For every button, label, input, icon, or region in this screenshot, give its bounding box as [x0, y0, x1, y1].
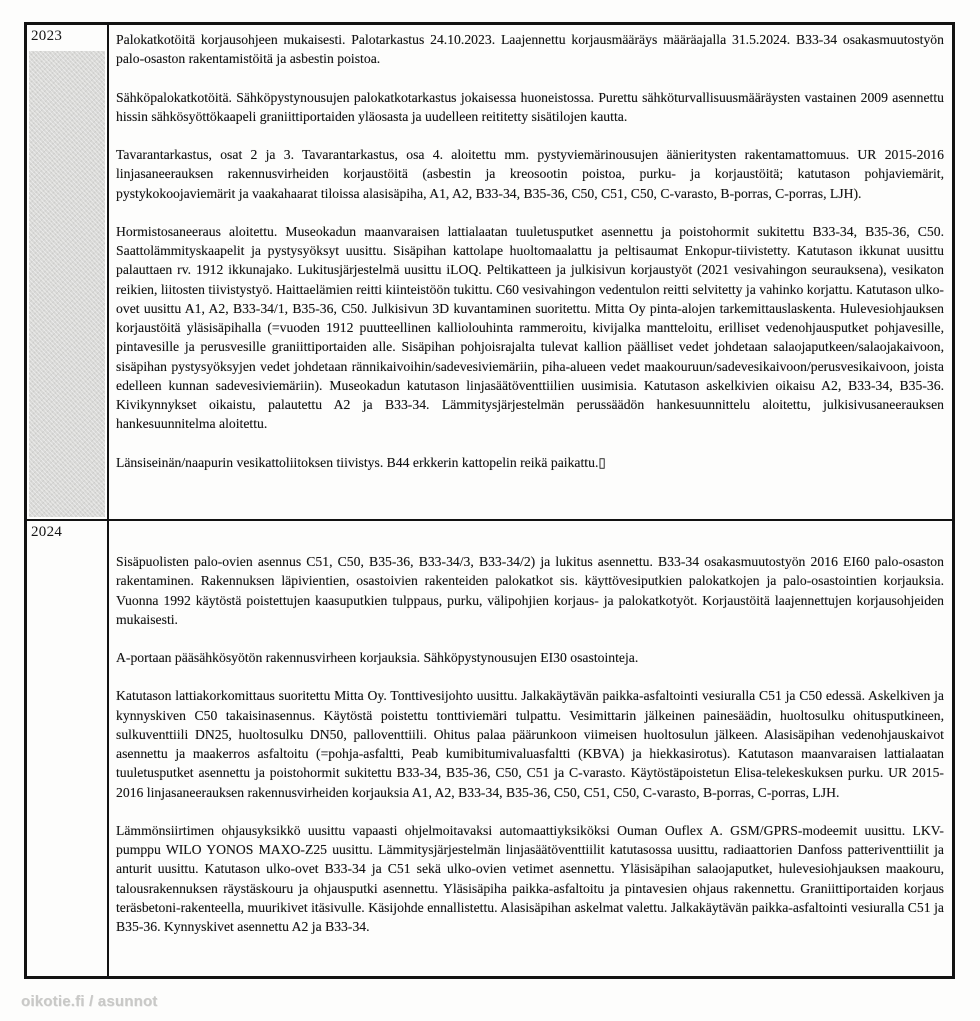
paragraph: Sisäpuolisten palo-ovien asennus C51, C50, B35-36, B33-34/3, B33-34/2) ja lukitus asennettu. B33-34 osakasmuutostyön 2016 EI60 palo-osaston rakentaminen. Rakennuksen läpivientien, osastoivien rakenteiden palokatkot sis. käyttövesiputkien palokatkojen ja palo-osastointien korjauksia. Vuonna 1992 käytöstä poistettujen kaasuputkien tulppaus, purku, välipohjien korjaus- ja palokatkotyöt. Korjaustöitä laajennettujen korjausohjeiden mukaisesti.: [116, 554, 944, 627]
year-label-2024: 2024: [31, 524, 63, 540]
paragraph: A-portaan pääsähkösyötön rakennusvirheen korjauksia. Sähköpystynousujen EI30 osastointeja.: [116, 650, 639, 665]
year-label-2023: 2023: [31, 28, 63, 44]
paragraph: Hormistosaneeraus aloitettu. Museokadun maanvaraisen lattialaatan tuuletusputket asennettu ja poistohormit sukitettu B33-34, B35-36, C50. Saattolämmityskaapelit ja pystysyöksyt uusittu. Sisäpihan kattolape huoltomaalattu ja peltisaumat Enkopur-tiivistetty. Katutason ikkunat uusittu palauttaen rv. 1912 ikkunajako. Lukitusjärjestelmä uusittu iLOQ. Peltikatteen ja julkisivun korjaustyöt (2021 vesivahingon seurauksena), vesikaton reikien, liitosten tiivistystyö. Haittaelämien reitti kiinteistöön tukittu. C60 vesivahingon vedentulon reitti selvitetty ja vahinko korjattu. Katutason ulko-ovet uusittu A1, A2, B33-34/1, B35-36, C50. Julkisivun 3D kuvantaminen suoritettu. Mitta Oy pinta-alojen tarkemittauslaskenta. Hulevesiohjauksen korjaustöitä yläsisäpihalla (=vuoden 1912 puutteellinen kalliolouhinta rammeroitu, kivijalka mantteloitu, erilliset vedenohjausputket pohjavesille, pintavesille ja perusvesille graniittiportaiden alle. Sisäpihan pohjoisrajalta tulevat kallion päälliset vedet johdetaan salaojaputkeen/salaojakaivoon, sisäpihan pystysyöksyjen vedet johdetaan rännikaivoihin/sadevesiviemäriin, piha-alueen vedet maakouruun/sadevesikaivoon/perusvesikaivoon, joista edelleen kunnan sadevesiviemäriin). Museokadun katutason linjasäätöventtiilien uusimisia. Katutason askelkivien oikaisu A2, B33-34, B35-36. Kivikynnykset oikaistu, palautettu A2 ja B33-34. Lämmitysjärjestelmän perussäädön hankesuunnittelu aloitettu, julkisivusaneerauksen hankesuunnitelma aloitettu.: [116, 223, 944, 432]
paragraph: Palokatkotöitä korjausohjeen mukaisesti. Palotarkastus 24.10.2023. Laajennettu korjausmääräys määräajalla 31.5.2024. B33-34 osakasmuutostyön palo-osaston rakentamistöitä ja asbestin poistoa.: [116, 32, 944, 67]
content-cell-2024: [109, 521, 952, 976]
maintenance-history-table: [24, 22, 955, 979]
year-cell-2023: [27, 25, 109, 519]
table-row-2024: [27, 519, 952, 976]
paragraph: Katutason lattiakorkomittaus suoritettu Mitta Oy. Tonttivesijohto uusittu. Jalkakäytävän paikka-asfaltointi vesiuralla C51 ja C50 edessä. Askelkiven ja kynnyskiven C50 takaisinasennus. Käytöstä poistettu tonttiviemäri tulpattu. Vesimittarin jälkeinen painesäädin, huoltosulku ohitusputkineen, sulkuventtiili DN25, huoltosulku DN50, palloventtiili. Ohitus palaa päärunkoon viimeisen huoltosulun jälkeen. Alasisäpihan vedenohjauskaivot asennettu ja maakerros asfaltoitu (=pohja-asfaltti, Peab kumibitumivaluasfaltti (KBVA) ja hiekkasirotus). Katutason maanvaraisen lattialaatan tuuletusputket asennettu ja poistohormit sukitettu B33-34, B35-36, C50, C51 ja C-varasto. Käytöstäpoistetun Elisa-telekeskuksen purku. UR 2015-2016 linjasaneerauksen rakennusvirheiden korjauksia A1, A2, B33-34, B35-36, C50, C51, C50, C-varasto, B-porras, C-porras, LJH.: [116, 688, 944, 800]
scan-texture: [29, 51, 105, 517]
paragraph: Sähköpalokatkotöitä. Sähköpystynousujen palokatkotarkastus jokaisessa huoneistossa. Purettu sähköturvallisuusmääräysten vastainen 2009 asennettu hissin sähkösyöttökaapeli graniittiportaiden yläosasta ja uudelleen reititetty sisätilojen kautta.: [116, 89, 944, 124]
content-cell-2023: [109, 25, 952, 519]
year-cell-2024: [27, 521, 109, 976]
site-watermark: oikotie.fi / asunnot: [21, 993, 158, 1010]
paragraph: Tavarantarkastus, osat 2 ja 3. Tavarantarkastus, osa 4. aloitettu mm. pystyviemärinousujen äänieritysten rakentamattomuus. UR 2015-2016 linjasaneerauksen rakennusvirheiden korjaustöitä (asbestin ja kreosootin poistoa, purku- ja korjaustöitä; katutason pohjaviemärit, pystykokoojaviemärit ja vaakahaarat tiloissa alasisäpiha, A1, A2, B33-34, B35-36, C50, C51, C50, C-varasto, B-porras, C-porras, LJH).: [116, 147, 944, 201]
paragraph: Länsiseinän/naapurin vesikattoliitoksen tiivistys. B44 erkkerin kattopelin reikä paikattu.▯: [116, 454, 606, 470]
paragraph: Lämmönsiirtimen ohjausyksikkö uusittu vapaasti ohjelmoitavaksi automaattiyksiköksi Ouman Ouflex A. GSM/GPRS-modeemit uusittu. LKV-pumppu WILO YONOS MAXO-Z25 uusittu. Lämmitysjärjestelmän linjasäätöventtiilit katutasossa uusittu, radiaattorien Danfoss patteriventtiilit ja anturit uusittu. Katutason ulko-ovet B33-34 ja C51 sekä ulko-ovien vetimet asennettu. Yläsisäpihan salaojaputket, hulevesiohjauksen maakouru, talousrakennuksen räystäskouru ja ohjausputki asennettu. Yläsisäpiha paikka-asfaltoitu ja pintavesien ohjaus rakennettu. Graniittiportaiden korjaus teräsbetoni-rakenteella, muurikivet itäsivulle. Käsijohde ennallistettu. Alasisäpihan askelmat valettu. Jalkakäytävän paikka-asfaltointi vesiuralla C51 ja B35-36. Kynnyskivet asennettu A2 ja B33-34.: [116, 822, 944, 934]
table-row-2023: [27, 25, 952, 519]
